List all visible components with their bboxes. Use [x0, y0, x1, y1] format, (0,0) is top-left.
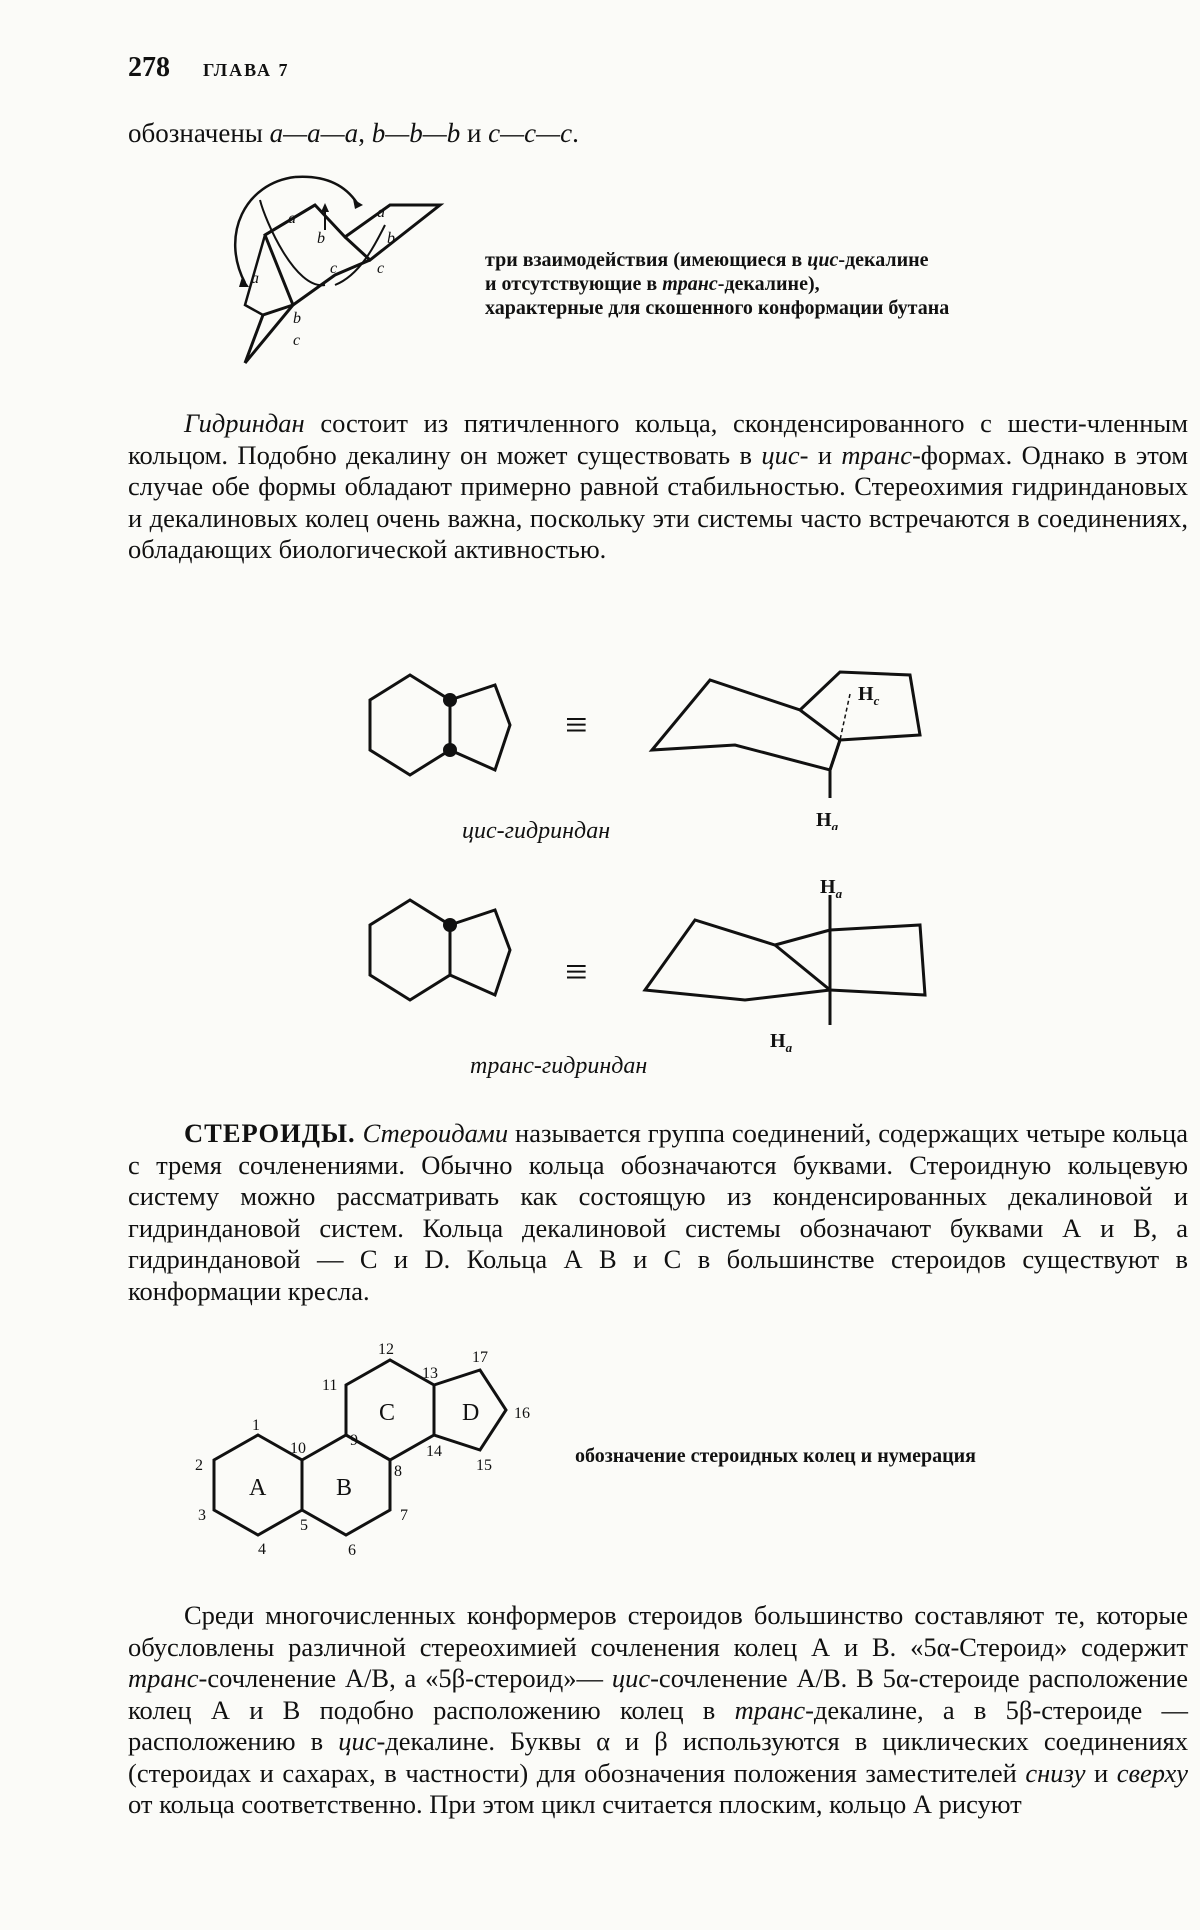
num-1: 1 — [252, 1417, 260, 1434]
label-a: a — [288, 210, 296, 227]
num-3: 3 — [198, 1507, 206, 1524]
label-b: b — [317, 230, 325, 247]
steroid-note: обозначение стероидных колец и нумерация — [575, 1445, 976, 1467]
label-a: a — [377, 204, 385, 221]
decalin-note: три взаимодействия (имеющиеся в цис-декалине и отсутствующие в транс-декалине), характерные для скошенного конформации бутана — [485, 249, 950, 319]
steroid-paragraph: СТЕРОИДЫ. Стероидами называется группа соединений, содержащих четыре кольца с тремя сочленениями. Обычно кольца обозначаются буквами. Стероидную кольцевую систему можно рассматривать как состоящую из конденсированных декалиновой и гидриндановой систем. Кольца декалиновой системы обозначают буквами А и В, а гидриндановой — С и D. Кольца А В и С в большинстве стероидов существуют в конформации кресла. — [128, 1118, 1188, 1306]
chapter-title: ГЛАВА 7 — [203, 60, 290, 80]
trans-hydrindan-diagram — [360, 875, 950, 1060]
ha-bottom-label: $H_a$ — [770, 1030, 793, 1055]
num-16: 16 — [514, 1405, 530, 1422]
label-c: c — [330, 260, 338, 277]
num-8: 8 — [394, 1463, 402, 1480]
num-7: 7 — [400, 1507, 408, 1524]
hydrindan-paragraph: Гидриндан состоит из пятичленного кольца, сконденсированного с шести-членным кольцом. Подобно декалину он может существовать в цис- и транс-формах. Однако в этом случае обе формы обладают примерно равной стабильностью. Стереохимия гидриндановых и декалиновых колец очень важна, поскольку эти системы часто встречаются в соединениях, обладающих биологической активностью. — [128, 408, 1189, 564]
hc-label: $H_c$ — [858, 683, 880, 708]
num-4: 4 — [258, 1541, 266, 1558]
num-6: 6 — [348, 1542, 356, 1559]
label-c: c — [377, 260, 385, 277]
intro-line: обозначены a—a—a, b—b—b и c—c—c. — [128, 118, 579, 148]
ring-a-label: A — [249, 1475, 267, 1501]
num-13: 13 — [422, 1365, 438, 1382]
ring-d-label: D — [462, 1400, 480, 1426]
label-b: b — [387, 230, 395, 247]
page-header — [128, 52, 290, 84]
num-15: 15 — [476, 1457, 492, 1474]
equiv-sign: ≡ — [565, 702, 588, 747]
ha-label: $H_a$ — [816, 809, 839, 830]
cis-hydrindan-diagram — [360, 630, 950, 830]
ring-c-label: C — [379, 1400, 396, 1426]
num-9: 9 — [350, 1432, 358, 1449]
num-14: 14 — [426, 1443, 442, 1460]
decalin-diagram — [225, 165, 475, 370]
cis-hydrindan-caption: цис-гидриндан — [462, 818, 611, 844]
num-5: 5 — [300, 1517, 308, 1534]
ring-b-label: B — [336, 1475, 353, 1501]
num-11: 11 — [322, 1377, 338, 1394]
equiv-sign: ≡ — [565, 949, 588, 994]
num-2: 2 — [195, 1457, 203, 1474]
steroid-diagram — [190, 1290, 550, 1560]
label-c: c — [293, 332, 301, 349]
num-12: 12 — [378, 1341, 394, 1358]
label-a: a — [251, 270, 259, 287]
num-10: 10 — [290, 1440, 306, 1457]
ha-top-label: $H_a$ — [820, 876, 843, 901]
trans-hydrindan-caption: транс-гидриндан — [470, 1053, 648, 1079]
num-17: 17 — [472, 1349, 488, 1366]
conformers-paragraph: Среди многочисленных конформеров стероидов большинство составляют те, которые обусловлены различной стереохимией сочленения колец А и В. «5α-Стероид» содержит транс-сочленение А/В, а «5β-стероид»— цис-сочленение А/В. В 5α-стероиде расположение колец А и В подобно расположению колец в транс-декалине, а в 5β-стероиде — расположению в цис-декалине. Буквы α и β используются в циклических соединениях (стероидах и сахарах, в частности) для обозначения положения заместителей снизу и сверху от кольца соответственно. При этом цикл считается плоским, кольцо А рисуют — [128, 1600, 1188, 1819]
page-number: 278 — [128, 52, 170, 83]
label-b: b — [293, 310, 301, 327]
